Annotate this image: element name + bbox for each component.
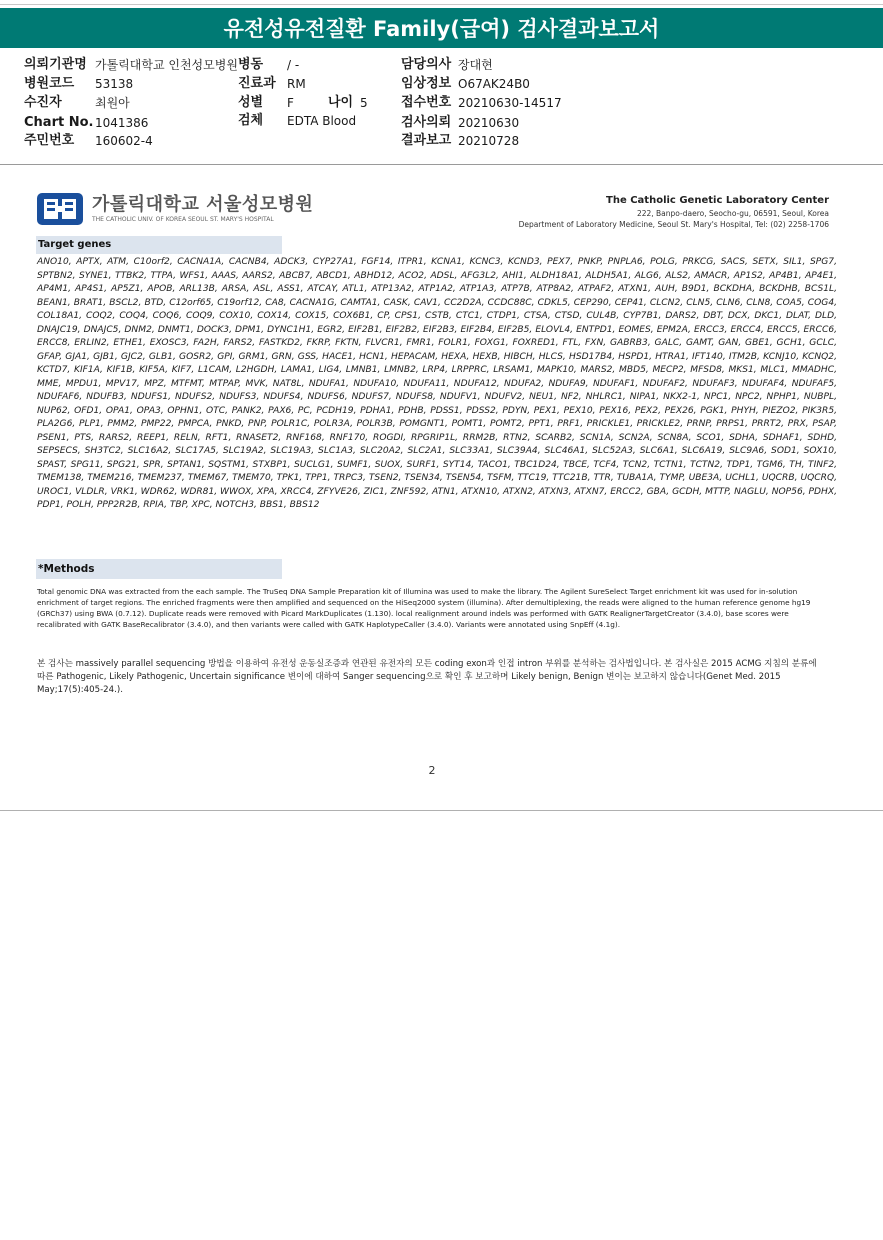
ward-value: / - bbox=[287, 58, 300, 72]
top-border bbox=[0, 0, 883, 5]
report-date-value: 20210728 bbox=[458, 134, 520, 148]
hospital-name-korean: 가톨릭대학교 서울성모병원 bbox=[92, 193, 314, 215]
methods-text: Total genomic DNA was extracted from the each sample. The TruSeq DNA Sample Preparation kit of Illumina was used to make the library. The Agilent SureSelect Target enrichment kit was used for in-solution enrichment of target regions. The enriched fragments were then amplified and sequenced on the HiSeq2000 system (illumina). After demultiplexing, the reads were aligned to the human reference genome hg19 (GRCh37) using BWA (0.7.12). Duplicate reads were removed with Picard MarkDuplicates (1.130). local realignment around indels was performed with GATK RealignerTargetCreator (3.4.0), base scores were recalibrated with GATK BaseRecalibrator (3.4.0), and then variants were called with GATK HaplotypeCaller (3.4.0). Variants were annotated using SnpEff (4.1g). bbox=[37, 587, 811, 629]
clinical-info-label: 임상정보 bbox=[401, 76, 452, 91]
sex-value: F bbox=[287, 96, 294, 110]
report-page bbox=[0, 170, 883, 810]
specimen-value: EDTA Blood bbox=[287, 114, 357, 128]
lab-center-name: The Catholic Genetic Laboratory Center bbox=[606, 195, 829, 206]
page-bottom-divider bbox=[0, 810, 883, 811]
lab-center-info bbox=[519, 194, 829, 230]
report-date-label: 결과보고 bbox=[401, 133, 452, 148]
id-no-value: 160602-4 bbox=[95, 134, 153, 148]
hospital-name-english: THE CATHOLIC UNIV. OF KOREA SEOUL ST. MARY'S HOSPITAL bbox=[92, 215, 274, 223]
age-label: 나이 bbox=[328, 95, 354, 110]
hospital-logo bbox=[36, 192, 313, 226]
clinical-info-value: O67AK24B0 bbox=[458, 77, 530, 91]
age-value: 5 bbox=[360, 96, 368, 110]
institution-label: 의뢰기관명 bbox=[24, 57, 87, 72]
page-number: 2 bbox=[428, 764, 436, 777]
doctor-value: 장대현 bbox=[458, 58, 493, 72]
recipient-label: 수진자 bbox=[24, 95, 62, 110]
target-genes-heading: Target genes bbox=[36, 236, 282, 254]
department-label: 진료과 bbox=[238, 76, 276, 91]
sex-label: 성별 bbox=[238, 95, 264, 110]
hospital-emblem-icon bbox=[36, 192, 84, 226]
receipt-no-value: 20210630-14517 bbox=[458, 96, 562, 110]
methods-heading: *Methods bbox=[36, 559, 282, 579]
receipt-no-label: 접수번호 bbox=[401, 95, 452, 110]
report-title: 유전성유전질환 Family(급여) 검사결과보고서 bbox=[0, 8, 883, 48]
patient-info-panel bbox=[0, 50, 883, 162]
recipient-value: 최원아 bbox=[95, 96, 130, 110]
target-genes-list: ANO10, APTX, ATM, C10orf2, CACNA1A, CACNB4, ADCK3, CYP27A1, FGF14, ITPR1, KCNA1, KCNC3, KCND3, PEX7, PNKP, PNPLA6, POLG, PRKCG, SACS, SETX, SIL1, SPG7, SPTBN2, SYNE1, TTBK2, TTPA, WFS1, AAAS, AARS2, ABCB7, ABCD1, ABHD12, ACO2, ADSL, AFG3L2, AHI1, ALDH18A1, ALDH5A1, ALG6, ALS2, AMACR, AP1S2, AP4B1, AP4E1, AP4M1, AP4S1, AP5Z1, APOB, ARL13B, ARSA, ASL, ASS1, ATCAY, ATL1, ATP13A2, ATP1A2, ATP1A3, ATP7B, ATP8A2, ATPAF2, ATXN1, AUH, B9D1, BCKDHA, BCKDHB, BCS1L, BEAN1, BRAT1, BSCL2, BTD, C12orf65, C19orf12, CA8, CACNA1G, CAMTA1, CASK, CAV1, CC2D2A, CCDC88C, CDKL5, CEP290, CEP41, CLCN2, CLN5, CLN6, CLN8, COA5, COG4, COL18A1, COQ2, COQ4, COQ6, COQ9, COX10, COX14, COX15, COX6B1, CP, CPS1, CSTB, CTC1, CTDP1, CTSA, CTSD, CUL4B, CYP7B1, DARS2, DBT, DCX, DKC1, DLAT, DLD, DNAJC19, DNAJC5, DNM2, DNMT1, DOCK3, DPM1, DYNC1H1, EGR2, EIF2B1, EIF2B2, EIF2B3, EIF2B4, EIF2B5, ELOVL4, ENTPD1, EOMES, EPM2A, ERCC3, ERCC4, ERCC5, ERCC6, ERCC8, ERLIN2, ETHE1, EXOSC3, FA2H, FARS2, FASTKD2, FKRP, FKTN, FLVCR1, FMR1, FOLR1, FOXG1, FOXRED1, FTL, FXN, GABRB3, GALC, GAMT, GAN, GBE1, GCH1, GCLC, GFAP, GJA1, GJB1, GJC2, GLB1, GOSR2, GPI, GRM1, GRN, GSS, HACE1, HCN1, HEPACAM, HEXA, HEXB, HIBCH, HLCS, HSD17B4, HSPD1, HTRA1, IFT140, ITM2B, KCNJ10, KCNQ2, KCTD7, KIF1A, KIF1B, KIF5A, KIF7, L1CAM, L2HGDH, LAMA1, LIG4, LMNB1, LMNB2, LRP4, LRPPRC, LRSAM1, MAPK10, MARS2, MBD5, MECP2, MFSD8, MKS1, MLC1, MMADHC, MME, MPDU1, MPV17, MPZ, MTFMT, MTPAP, MVK, NAT8L, NDUFA1, NDUFA10, NDUFA11, NDUFA12, NDUFA2, NDUFA9, NDUFAF1, NDUFAF2, NDUFAF3, NDUFAF4, NDUFAF5, NDUFAF6, NDUFB3, NDUFS1, NDUFS2, NDUFS3, NDUFS4, NDUFS6, NDUFS7, NDUFS8, NDUFV1, NDUFV2, NEU1, NF2, NHLRC1, NIPA1, NKX2-1, NPC1, NPC2, NPHP1, NUBPL, NUP62, OFD1, OPA1, OPA3, OPHN1, OTC, PANK2, PAX6, PC, PCDH19, PDHA1, PDHB, PDSS1, PDSS2, PDYN, PEX1, PEX10, PEX16, PEX2, PEX26, PGK1, PHYH, PIEZO2, PIK3R5, PLA2G6, PLP1, PMM2, PMP22, PMPCA, PNKD, PNP, POLR1C, POLR3A, POLR3B, POMGNT1, POMT1, POMT2, PPT1, PRF1, PRICKLE1, PRICKLE2, PRNP, PRPS1, PRRT2, PRX, PSAP, PSEN1, PTS, RARS2, REEP1, RELN, RFT1, RNASET2, RNF168, RNF170, ROGDI, RPGRIP1L, RRM2B, RTN2, SCARB2, SCN1A, SCN2A, SCN8A, SCO1, SDHA, SDHAF1, SDHD, SEPSECS, SH3TC2, SLC16A2, SLC17A5, SLC19A2, SLC19A3, SLC1A3, SLC20A2, SLC2A1, SLC33A1, SLC39A4, SLC46A1, SLC52A3, SLC6A1, SLC6A19, SLC9A6, SOD1, SOX10, SPAST, SPG11, SPG21, SPR, SPTAN1, SQSTM1, STXBP1, SUCLG1, SUMF1, SUOX, SURF1, SYT14, TACO1, TBC1D24, TBCE, TCF4, TCN2, TCTN1, TCTN2, TDP1, TGM6, TH, TINF2, TMEM138, TMEM216, TMEM237, TMEM67, TMEM70, TPK1, TPP1, TRPC3, TSEN2, TSEN34, TSEN54, TSFM, TTC19, TTC21B, TTR, TUBA1A, TYMP, UBE3A, UCHL1, UQCRB, UQCRQ, UROC1, VLDLR, VRK1, WDR62, WDR81, WWOX, XPA, XRCC4, ZFYVE26, ZIC1, ZNF592, ATN1, ATXN10, ATXN2, ATXN3, ATXN7, ERCC2, GBA, GCDH, MTTP, NAGLU, NOP56, PDHX, PDP1, POLH, PPP2R2B, RPIA, TBP, XPC, NOTCH3, BBS1, BBS12 bbox=[37, 257, 837, 510]
test-description-note: 본 검사는 massively parallel sequencing 방법을 이용하여 유전성 운동실조증과 연관된 유전자의 모든 coding exon과 인접 intron 부위를 분석하는 검사법입니다. 본 검사실은 2015 ACMG 지침의 분류에 따른 Pathogenic, Likely Pathogenic, Uncertain significance 변이에 대하여 Sanger sequencing으로 확인 후 보고하며 Likely benign, Benign 변이는 보고하지 않습니다(Genet Med. 2015 May;17(5):405-24.). bbox=[37, 659, 817, 695]
ward-label: 병동 bbox=[238, 57, 264, 72]
hospital-code-value: 53138 bbox=[95, 77, 134, 91]
hospital-code-label: 병원코드 bbox=[24, 76, 75, 91]
department-value: RM bbox=[287, 77, 306, 91]
request-date-value: 20210630 bbox=[458, 116, 520, 130]
lab-center-department: Department of Laboratory Medicine, Seoul St. Mary's Hospital, Tel: (02) 2258-1706 bbox=[518, 220, 829, 229]
chart-no-value: 1041386 bbox=[95, 116, 149, 130]
doctor-label: 담당의사 bbox=[401, 57, 452, 72]
lab-center-address: 222, Banpo-daero, Seocho-gu, 06591, Seoul, Korea bbox=[636, 209, 829, 218]
id-no-label: 주민번호 bbox=[24, 133, 75, 148]
info-divider bbox=[0, 164, 883, 165]
chart-no-label: Chart No. bbox=[24, 115, 94, 130]
institution-value: 가톨릭대학교 인천성모병원 bbox=[95, 58, 238, 72]
specimen-label: 검체 bbox=[238, 113, 264, 128]
request-date-label: 검사의뢰 bbox=[401, 115, 452, 130]
